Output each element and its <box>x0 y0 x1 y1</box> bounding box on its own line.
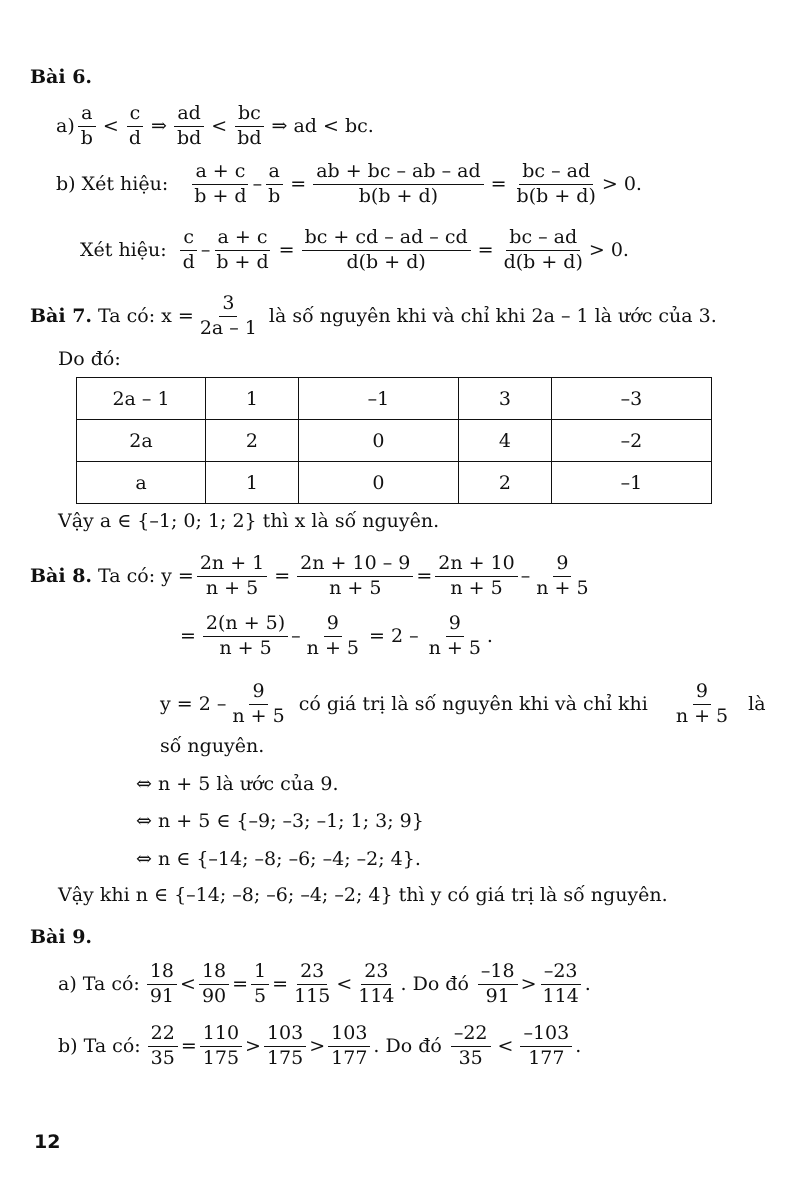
fraction: $\frac{9}{n + 5}$ <box>306 612 359 659</box>
bai9-title: Bài 9. <box>30 926 93 948</box>
fraction: $\frac{9}{n + 5}$ <box>232 680 285 727</box>
bai6-line-b: b) Xét hiệu: $\frac{a + c}{b + d}$ – $\frac{a}{b}$ = $\frac{ab + bc - ab - ad}{b(b + d)}$ = $\frac{bc - ad}{b(b + d)}$ > 0. <box>56 160 642 207</box>
bai8-conclusion: Vậy khi n ∈ {–14; –8; –6; –4; –2; 4} thì y có giá trị là số nguyên. <box>58 884 668 906</box>
bai7-dodo: Do đó: <box>58 348 121 370</box>
fraction: $\frac{22}{35}$ <box>148 1024 178 1069</box>
bai8-line4: số nguyên. <box>160 735 265 757</box>
divisor-table <box>76 377 712 504</box>
fraction: $\frac{a + c}{b + d}$ <box>216 226 269 273</box>
fraction: $\frac{ad}{bd}$ <box>174 104 204 149</box>
fraction: $\frac{-23}{114}$ <box>542 960 579 1007</box>
fraction: $\frac{ab + bc - ab - ad}{b(b + d)}$ <box>313 162 483 207</box>
fraction: $\frac{9}{n + 5}$ <box>675 680 729 727</box>
fraction: $\frac{-18}{91}$ <box>478 962 518 1007</box>
fraction: $\frac{3}{2a - 1}$ <box>199 292 257 339</box>
fraction: $\frac{110}{175}$ <box>200 1024 242 1069</box>
bai6-line-a: a) $\frac{a}{b}$ < $\frac{c}{d}$ ⇒ $\frac{ad}{bd}$ < $\frac{bc}{bd}$ ⇒ ad < bc. <box>56 102 374 149</box>
fraction: $\frac{bc + cd - ad - cd}{d(b + d)}$ <box>302 228 471 273</box>
bai6-title: Bài 6. <box>30 66 93 88</box>
bai8-line6: ⇔ n + 5 ∈ {–9; –3; –1; 1; 3; 9} <box>136 810 424 832</box>
fraction: $\frac{23}{114}$ <box>358 960 395 1007</box>
bai7-line: Bài 7. Ta có: x = $\frac{3}{2a - 1}$ là số nguyên khi và chỉ khi 2a – 1 là ước của 3. <box>30 292 717 339</box>
fraction: $\frac{1}{5}$ <box>251 962 269 1007</box>
fraction: $\frac{9}{n + 5}$ <box>428 612 481 659</box>
bai8-line1: Bài 8. Ta có: y = $\frac{2n + 1}{n + 5}$ = $\frac{2n + 10 - 9}{n + 5}$ = $\frac{2n + 10}{n + 5}$ – $\frac{9}{n + 5}$ <box>30 554 595 599</box>
fraction: $\frac{9}{n + 5}$ <box>536 552 589 599</box>
fraction: $\frac{18}{90}$ <box>199 962 229 1007</box>
bai6-b-label: b) Xét hiệu: <box>56 173 169 196</box>
bai7-conclusion: Vậy a ∈ {–1; 0; 1; 2} thì x là số nguyên. <box>58 510 440 532</box>
fraction: $\frac{-103}{177}$ <box>520 1024 572 1069</box>
fraction: $\frac{103}{177}$ <box>328 1024 370 1069</box>
fraction: $\frac{a}{b}$ <box>265 162 283 207</box>
bai9-line-b: b) Ta có: $\frac{22}{35}$ = $\frac{110}{175}$ > $\frac{103}{175}$ > $\frac{103}{177}$ . Do đó $\frac{-22}{35}$ < $\frac{-103}{177}$ . <box>58 1022 582 1069</box>
fraction: $\frac{c}{d}$ <box>126 104 144 149</box>
bai8-line5: ⇔ n + 5 là ước của 9. <box>136 773 339 795</box>
bai6-a-label: a) <box>56 115 75 138</box>
fraction: $\frac{2(n + 5)}{n + 5}$ <box>203 614 288 659</box>
fraction: $\frac{-22}{35}$ <box>451 1024 491 1069</box>
bai9-line-a: a) Ta có: $\frac{18}{91}$ < $\frac{18}{90}$ = $\frac{1}{5}$ = $\frac{23}{115}$ < $\frac{23}{114}$ . Do đó $\frac{-18}{91}$ > $\frac{-23}{114}$ . <box>58 960 591 1007</box>
bai8-line3: y = 2 – $\frac{9}{n + 5}$ có giá trị là số nguyên khi và chỉ khi $\frac{9}{n + 5}$ là <box>160 680 766 727</box>
fraction: $\frac{bc - ad}{d(b + d)}$ <box>503 226 583 273</box>
fraction: $\frac{c}{d}$ <box>180 228 198 273</box>
bai8-line7: ⇔ n ∈ {–14; –8; –6; –4; –2; 4}. <box>136 848 421 870</box>
bai8-title: Bài 8. <box>30 565 93 588</box>
fraction: $\frac{2n + 10}{n + 5}$ <box>435 554 518 599</box>
fraction: $\frac{18}{91}$ <box>147 962 177 1007</box>
fraction: $\frac{2n + 10 - 9}{n + 5}$ <box>297 554 413 599</box>
bai6-c-label: Xét hiệu: <box>80 239 167 262</box>
fraction: $\frac{a + c}{b + d}$ <box>194 160 247 207</box>
fraction: $\frac{2n + 1}{n + 5}$ <box>197 554 267 599</box>
table-row: 2a 2 0 4 –2 <box>77 420 712 462</box>
bai8-line2: = $\frac{2(n + 5)}{n + 5}$ – $\frac{9}{n + 5}$ = 2 – $\frac{9}{n + 5}$ . <box>180 612 493 659</box>
page-number: 12 <box>34 1131 61 1153</box>
fraction: $\frac{23}{115}$ <box>294 960 331 1007</box>
fraction: $\frac{a}{b}$ <box>78 104 96 149</box>
fraction: $\frac{bc - ad}{b(b + d)}$ <box>516 160 596 207</box>
bai7-title: Bài 7. <box>30 305 93 328</box>
table-row: a 1 0 2 –1 <box>77 462 712 504</box>
fraction: $\frac{103}{175}$ <box>264 1024 306 1069</box>
fraction: $\frac{bc}{bd}$ <box>234 104 264 149</box>
table-row: 2a – 1 1 –1 3 –3 <box>77 378 712 420</box>
bai6-line-c: Xét hiệu: $\frac{c}{d}$ – $\frac{a + c}{b + d}$ = $\frac{bc + cd - ad - cd}{d(b + d)}$ = $\frac{bc - ad}{d(b + d)}$ > 0. <box>80 226 629 273</box>
